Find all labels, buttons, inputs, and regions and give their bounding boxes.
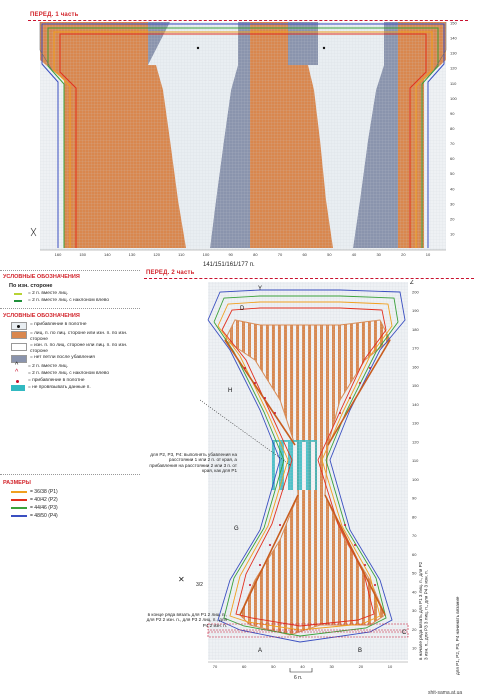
part2-title: ПЕРЕД. 2 часть [146, 270, 195, 276]
legend-item-text: = не провязывать данные п. [28, 385, 91, 391]
part1-bottom-axis [55, 252, 431, 257]
axis-tick-label: 110 [178, 252, 185, 257]
legend-heading-1: УСЛОВНЫЕ ОБОЗНАЧЕНИЯ [3, 274, 80, 280]
axis-tick-label: 10 [425, 252, 431, 257]
part1-right-axis [450, 21, 457, 237]
axis-tick-label: 60 [412, 551, 417, 557]
caret-left-icon: ^ [15, 369, 19, 377]
part1-stitch-count: 141/151/161/177 п. [203, 262, 255, 268]
axis-tick-label: 100 [202, 252, 210, 257]
legend-item [11, 298, 133, 304]
caret-up-icon: ^ [15, 362, 19, 370]
axis-tick-label: 80 [450, 126, 455, 131]
legend-item [11, 322, 133, 330]
part2-label-a: A [258, 648, 263, 654]
size-item [11, 489, 133, 495]
part2-label-y: Y [258, 286, 263, 292]
legend-subheading: По изн. стороне [9, 283, 53, 289]
axis-tick-label: 160 [412, 364, 419, 370]
part2-fraction: 3/2 [196, 582, 203, 588]
axis-tick-label: 70 [212, 664, 218, 669]
part2-label-b: B [358, 648, 363, 654]
part2-vnote-row-start: в начале ряда вязать для P1 3 лиц. п., для P2 3 изн. п., для P3 3 лиц. п., для P4 3 изн. п. [418, 561, 429, 660]
axis-tick-label: 50 [327, 252, 332, 257]
axis-tick-label: 40 [412, 589, 417, 595]
legend-sep-1 [0, 308, 140, 309]
axis-tick-label: 90 [412, 495, 417, 501]
axis-tick-label: 40 [450, 186, 455, 192]
size-line-icon [11, 499, 27, 501]
size-label: = 40/42 (P2) [30, 497, 58, 503]
axis-tick-label: 70 [277, 252, 283, 257]
size-item [11, 497, 133, 503]
axis-tick-label: 10 [412, 645, 417, 651]
axis-tick-label: 80 [253, 252, 258, 257]
axis-tick-label: 100 [450, 95, 457, 101]
size-line-icon [11, 491, 27, 493]
axis-tick-label: 140 [450, 35, 457, 41]
part2-label-d: D [240, 306, 245, 312]
axis-tick-label: 110 [450, 80, 457, 86]
legend-heading-sizes: РАЗМЕРЫ [3, 480, 31, 486]
part2-stitch-count: 6 п. [294, 675, 303, 681]
axis-tick-label: 150 [412, 383, 419, 389]
legend-item [11, 371, 133, 377]
legend-item-text: = 2 п. вместе лиц. с наклоном влево [28, 371, 110, 377]
axis-tick-label: 20 [401, 252, 406, 257]
axis-tick-label: 100 [412, 476, 419, 482]
axis-tick-label: 150 [450, 20, 457, 26]
axis-tick-label: 180 [412, 326, 419, 332]
part2-vnote-begin: для P1, P2, P3, P4 начинать вязание [455, 596, 460, 675]
part2-note-decreases: для P2, P3, P4: выполнять убавления на расстоянии 1 или 2 п. от края, а прибавления на расстоянии 2 или 3 п. от края, как для P1 [149, 452, 237, 474]
axis-tick-label: 30 [450, 201, 455, 207]
axis-tick-label: 30 [329, 664, 334, 669]
size-line-icon [11, 515, 27, 517]
legend-panel-sizes [3, 480, 133, 521]
part2-chart [200, 280, 430, 682]
axis-tick-label: 60 [302, 252, 307, 257]
legend-sep-top [0, 270, 140, 271]
axis-tick-label: 20 [412, 626, 417, 632]
axis-tick-label: 10 [387, 664, 393, 669]
part2-bottom-axis [213, 664, 393, 669]
part1-dot-a [197, 47, 199, 49]
legend-item-text: = изн. п. по лиц. стороне или лиц. п. по изн. стороне [30, 343, 128, 354]
part2-grid-lines [208, 282, 408, 660]
legend-item [11, 355, 133, 363]
legend-panel-2 [3, 313, 133, 392]
axis-tick-label: 70 [450, 141, 455, 147]
axis-tick-label: 30 [412, 608, 417, 614]
yellow-green-dash-icon [11, 291, 25, 297]
axis-tick-label: 160 [54, 252, 62, 257]
axis-tick-label: 200 [412, 289, 419, 295]
axis-tick-label: 60 [450, 156, 455, 162]
part2-label-g: G [234, 526, 239, 532]
axis-tick-label: 80 [412, 514, 417, 520]
teal-cell-icon [11, 385, 25, 391]
axis-tick-label: 90 [450, 110, 455, 116]
axis-tick-label: 90 [228, 252, 233, 257]
legend-item-text: = 2 п. вместе лиц. [28, 291, 68, 296]
axis-tick-label: 170 [412, 345, 419, 351]
part1-grid-lines [40, 22, 446, 250]
legend-item-text: = прибавление в полотне [30, 322, 87, 327]
size-label: = 48/50 (P4) [30, 513, 58, 519]
axis-tick-label: 120 [450, 65, 457, 71]
legend-item-text: = 2 п. вместе лиц. [28, 364, 68, 370]
part2-label-z: Z [410, 280, 414, 286]
part2-note-row-end: в конце ряда вязать для P1 2 лиц. п., для P2 2 изн. п., для P3 2 лиц. п., для P4 2 изн. п. [146, 612, 227, 628]
part1-title: ПЕРЕД. 1 часть [30, 12, 79, 18]
black-dot-icon [11, 322, 27, 330]
axis-tick-label: 10 [450, 231, 455, 237]
axis-tick-label: 120 [412, 439, 419, 445]
legend-item [11, 343, 133, 354]
part1-chart [28, 20, 478, 265]
orange-cell-icon [11, 331, 27, 339]
size-label: = 36/38 (P1) [30, 489, 58, 495]
size-label: = 44/46 (P3) [30, 505, 58, 511]
part1-start-mark [31, 228, 36, 236]
axis-tick-label: 20 [450, 216, 455, 222]
legend-item-text: = лиц. п. по лиц. стороне или изн. п. по изн. стороне [30, 331, 128, 342]
axis-tick-label: 50 [412, 570, 417, 576]
legend-sep-2 [0, 474, 140, 475]
size-item [11, 505, 133, 511]
green-dash-icon [11, 298, 25, 304]
axis-tick-label: 60 [241, 664, 247, 669]
legend-item [11, 385, 133, 391]
axis-tick-label: 30 [376, 252, 381, 257]
axis-tick-label: 70 [412, 533, 417, 539]
axis-tick-label: 20 [358, 664, 364, 669]
axis-tick-label: 130 [412, 420, 419, 426]
legend-item [11, 364, 133, 370]
legend-item [11, 291, 133, 297]
red-dot-icon [11, 378, 25, 384]
axis-tick-label: 50 [450, 171, 455, 177]
axis-tick-label: 50 [271, 664, 276, 669]
legend-item-text: = 2 п. вместе лиц. с наклоном влево [28, 298, 110, 303]
legend-item-text: = прибавление в полотне [28, 378, 85, 384]
gray-cell-icon [11, 355, 27, 363]
axis-tick-label: 40 [351, 252, 357, 257]
part2-label-h: H [228, 388, 233, 394]
size-item [11, 513, 133, 519]
size-line-icon [11, 507, 27, 509]
axis-tick-label: 190 [412, 308, 419, 314]
legend-item-text: = нет петли после убавления [30, 355, 95, 361]
axis-tick-label: 140 [412, 401, 419, 407]
legend-item [11, 331, 133, 342]
axis-tick-label: 150 [79, 252, 87, 257]
axis-tick-label: 120 [153, 252, 161, 257]
axis-tick-label: 130 [128, 252, 136, 257]
legend-heading-2: УСЛОВНЫЕ ОБОЗНАЧЕНИЯ [3, 313, 80, 319]
axis-tick-label: 40 [300, 664, 305, 669]
part2-start-mark: ✕ [178, 575, 185, 584]
axis-tick-label: 110 [412, 458, 419, 464]
part1-dot-b [323, 47, 325, 49]
axis-tick-label: 130 [450, 50, 457, 56]
white-cell-icon [11, 343, 27, 351]
watermark: shit-sama.at.ua [428, 690, 463, 696]
axis-tick-label: 140 [103, 252, 111, 257]
legend-item [11, 378, 133, 384]
part2-label-c: C [402, 630, 407, 636]
legend-panel-1 [3, 274, 133, 305]
part2-top-rule [144, 278, 474, 279]
